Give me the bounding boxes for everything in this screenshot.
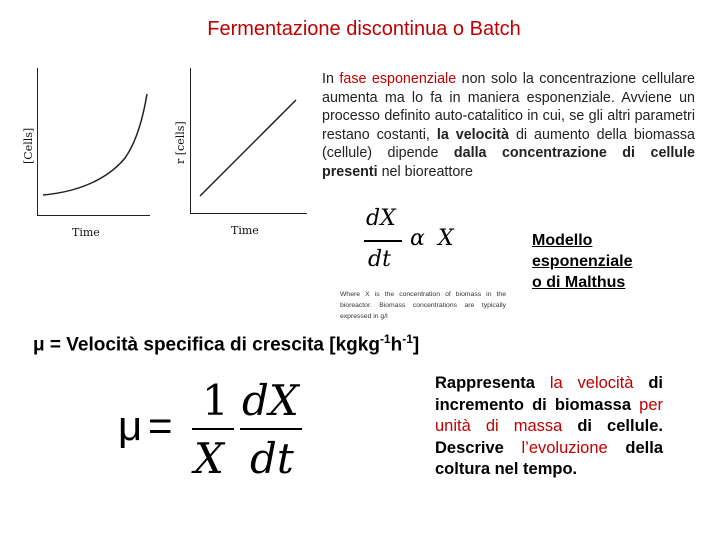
formula1-numerator: dX (366, 206, 396, 231)
graph-right-y-label: r [cells] (174, 121, 187, 164)
model-label (532, 230, 632, 293)
formula2-equals: = (148, 402, 173, 449)
mu-heading-h: h (390, 334, 403, 356)
exponential-phase-paragraph (322, 70, 695, 182)
formula1-right: X (438, 226, 454, 251)
para2-text: Rappresenta (435, 374, 550, 392)
formula2-den1: X (194, 434, 224, 483)
para1-bold-concentration: dalla concentrazione di cellule presenti (322, 145, 695, 180)
formula2-bar1 (192, 428, 234, 430)
formula-note: Where X is the concentration of biomass in the bioreactor. Biomass concentrations are typically expressed in g/l (340, 291, 506, 320)
formula2-bar2 (240, 428, 302, 430)
graph-left-y-label: [Cells] (22, 127, 35, 164)
model-label-line3: o di Malthus (532, 274, 626, 291)
slide-title: Fermentazione discontinua o Batch (207, 18, 521, 40)
growth-rate-formula (118, 372, 318, 492)
para2-highlight-evolution: l’evoluzione (521, 438, 608, 457)
linear-log-graph (168, 68, 308, 240)
para2-highlight-per-mass: per unità di massa (435, 395, 663, 435)
para1-bold-rate: la velocità (436, 126, 509, 143)
para2-text: della coltura nel tempo. (435, 438, 663, 478)
formula1-relation: α (410, 226, 425, 251)
para1-text: nel bioreattore (377, 163, 473, 180)
para2-text: di incremento di biomassa (435, 374, 663, 414)
mu-heading-close: ] (412, 334, 420, 356)
para1-text: In (322, 71, 340, 87)
model-label-line2: esponenziale (532, 253, 633, 270)
formula2-den2: dt (250, 434, 294, 483)
specific-growth-rate-heading (33, 332, 419, 356)
mu-heading-sup1: -1 (379, 332, 391, 346)
mu-heading-text: μ = Velocità specifica di crescita [kgkg (33, 334, 380, 356)
para1-text: non solo la concentrazione cellulare aumenta ma lo fa in maniera esponenziale. Avviene un processo definito auto-catalitico in cui, se gli altri parametri restano costanti, (322, 71, 695, 143)
graph-right-x-label: Time (231, 224, 259, 237)
para2-text: di cellule. Descrive (435, 417, 664, 457)
exponential-growth-graph (16, 68, 150, 240)
formula1-fraction-bar (364, 240, 402, 242)
formula2-num2: dX (242, 376, 299, 425)
para2-highlight-rate: la velocità (549, 374, 634, 392)
graph-left-x-label: Time (72, 226, 100, 239)
formula1-denominator: dt (368, 247, 391, 272)
proportionality-formula (360, 206, 500, 276)
graph-right-line (190, 68, 306, 214)
graph-left-curve (37, 68, 149, 216)
para1-text: di aumento della biomassa (cellule) dipende (322, 126, 696, 162)
para1-highlight-phase: fase esponenziale (339, 71, 457, 87)
formula2-num1: 1 (202, 376, 229, 425)
formula2-lhs: μ (118, 402, 143, 449)
model-label-line1: Modello (532, 232, 593, 249)
mu-heading-sup2: -1 (402, 332, 413, 346)
growth-rate-description (435, 373, 663, 481)
